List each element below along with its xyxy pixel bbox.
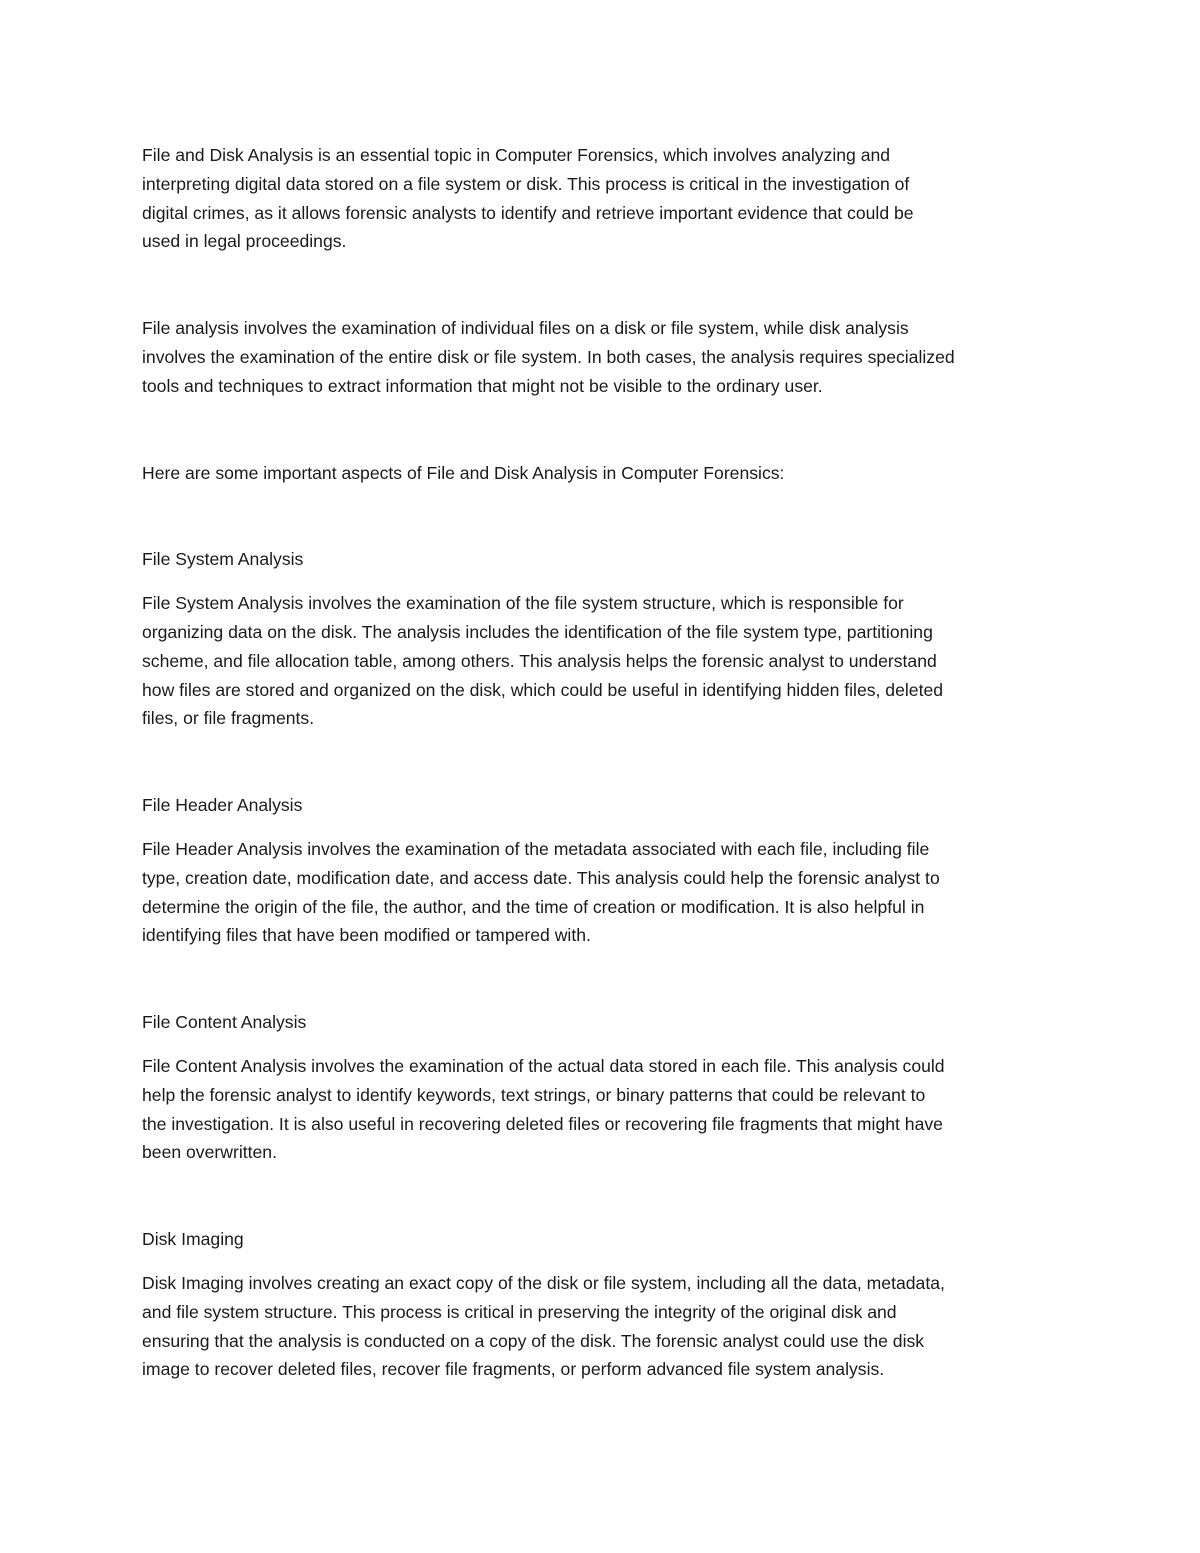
spacer [142,256,1057,314]
document-body [142,141,1057,1384]
spacer [142,401,1057,459]
section-body-file-system-analysis: File System Analysis involves the examination of the file system structure, which is responsible for organizing data on the disk. The analysis includes the identification of the file system type, partitioning scheme, and file allocation table, among others. This analysis helps the forensic analyst to understand how files are stored and organized on the disk, which could be useful in identifying hidden files, deleted files, or file fragments. [142,593,944,729]
spacer [142,820,1057,835]
spacer [142,733,1057,791]
intro-paragraph-3: Here are some important aspects of File and Disk Analysis in Computer Forensics: [142,462,785,483]
section-body-disk-imaging: Disk Imaging involves creating an exact copy of the disk or file system, including all the data, metadata, and file system structure. This process is critical in preserving the integrity of the original disk and ensuring that the analysis is conducted on a copy of the disk. The forensic analyst could use the disk image to recover deleted files, recover file fragments, or perform advanced file system analysis. [142,1272,945,1380]
section-body-file-content-analysis: File Content Analysis involves the examination of the actual data stored in each file. This analysis could help the forensic analyst to identify keywords, text strings, or binary patterns that could be relevant to the investigation. It is also useful in recovering deleted files or recovering file fragments that might have been overwritten. [142,1055,945,1163]
section-heading-file-system-analysis: File System Analysis [142,549,304,570]
section-heading-disk-imaging: Disk Imaging [142,1229,244,1250]
spacer [142,574,1057,589]
spacer [142,487,1057,545]
section-heading-file-content-analysis: File Content Analysis [142,1012,307,1033]
spacer [142,1167,1057,1225]
section-heading-file-header-analysis: File Header Analysis [142,795,303,816]
section-body-file-header-analysis: File Header Analysis involves the examination of the metadata associated with each file, including file type, creation date, modification date, and access date. This analysis could help the forensic analyst to determine the origin of the file, the author, and the time of creation or modification. It is also helpful in identifying files that have been modified or tampered with. [142,838,940,946]
intro-paragraph-1: File and Disk Analysis is an essential topic in Computer Forensics, which involves analyzing and interpreting digital data stored on a file system or disk. This process is critical in the investigation of digital crimes, as it allows forensic analysts to identify and retrieve important evidence that could be used in legal proceedings. [142,145,914,252]
spacer [142,1254,1057,1269]
intro-paragraph-2: File analysis involves the examination of individual files on a disk or file system, while disk analysis involves the examination of the entire disk or file system. In both cases, the analysis requires specialized tools and techniques to extract information that might not be visible to the ordinary user. [142,318,955,396]
spacer [142,950,1057,1008]
spacer [142,1037,1057,1052]
